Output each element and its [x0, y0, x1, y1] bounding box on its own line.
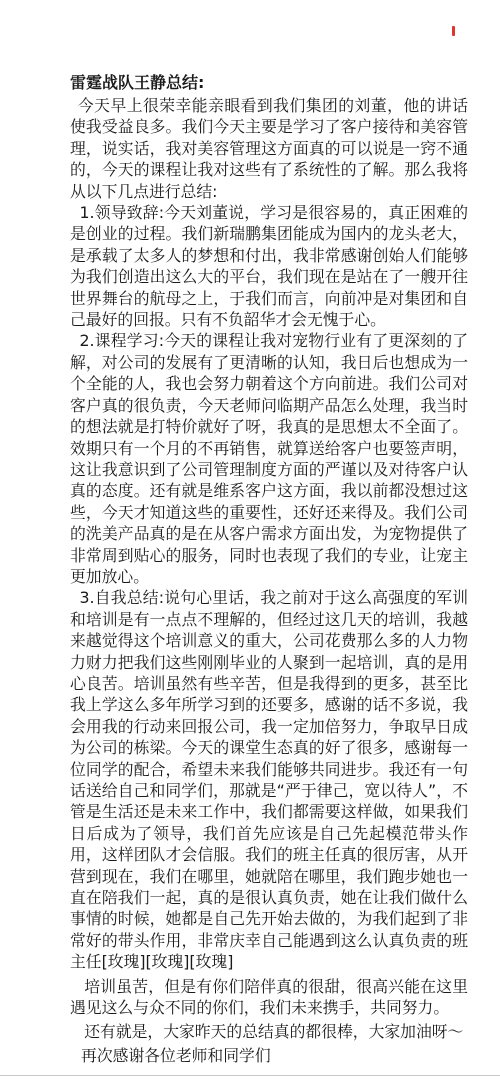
bottom-divider — [0, 1075, 500, 1076]
paragraph-intro: 今天早上很荣幸能亲眼看到我们集团的刘董，他的讲话使我受益良多。我们今天主要是学习了客户接待和美容管理，说实话，我对美容管理这方面真的可以说是一窍不通的，今天的课程让我对这些有了系统性的了解。那么我将从以下几点进行总结: — [70, 96, 468, 201]
paragraph-self-summary: 3.自我总结:说句心里话，我之前对于这么高强度的军训和培训是有一点点不理解的，但经过这几天的培训，我越来越觉得这个培训意义的重大，公司花费那么多的人力物力财力把我们这些刚刚毕业的人聚到一起培训，真的是用心良苦。培训虽然有些辛苦，但是我得到的更多，甚至比我上学这么多年所学习到的还要多，感谢的话不多说，我会用我的行动来回报公司，我一定加倍努力，争取早日成为公司的栋梁。今天的课堂生态真的好了很多，感谢每一位同学的配合，希望未来我们能够共同进步。我还有一句话送给自己和同学们，那就是“严于律己，宽以待人”，不管是生活还是未来工作中，我们都需要这样做，如果我们日后成为了领导，我们首先应该是自己先起模范带头作用，这样团队才会信服。我们的班主任真的很厉害，从开营到现在，我们在哪里，她就陪在哪里，我们跑步她也一直在陪我们一起，真的是很认真负责，她在让我们做什么事情的时候，她都是自己先开始去做的，为我们起到了非常好的带头作用，非常庆幸自己能遇到这么认真负责的班主任[玫瑰][玫瑰][玫瑰] — [70, 588, 468, 972]
document-title: 雷霆战队王静总结: — [70, 73, 205, 92]
paragraph-course-study: 2.课程学习:今天的课程让我对宠物行业有了更深刻的了解，对公司的发展有了更清晰的认知，我日后也想成为一个全能的人，我也会努力朝着这个方向前进。我们公司对客户真的很负责，今天老师问临期产品怎么处理，我当时的想法就是打特价就好了呀，我真的是思想太不全面了。效期只有一个月的不再销售，就算送给客户也要签声明，这让我意识到了公司管理制度方面的严谨以及对待客户认真的态度。还有就是维系客户这方面，我以前都没想过这些，今天才知道这些的重要性，还好还来得及。我们公司的洗美产品真的是在从客户需求方面出发，为宠物提供了非常周到贴心的服务，同时也表现了我们的专业，让宠主更加放心。 — [70, 331, 468, 586]
summary-document — [70, 72, 468, 1066]
paragraph-encouragement: 还有就是，大家昨天的总结真的都很棒，大家加油呀～ — [84, 1022, 464, 1042]
paragraph-training: 培训虽苦，但是有你们陪伴真的很甜，很高兴能在这里遇见这么与众不同的你们，我们未来携手，共同努力。 — [70, 976, 468, 1018]
status-indicator — [452, 26, 455, 36]
paragraph-leadership-speech: 1.领导致辞:今天刘董说，学习是很容易的，真正困难的是创业的过程。我们新瑞鹏集团能成为国内的龙头老大，是承载了太多人的梦想和付出，我非常感谢创始人们能够为我们创造出这么大的平台，我们现在是站在了一艘开往世界舞台的航母之上，于我们而言，向前冲是对集团和自己最好的回报。只有不负韶华才会无愧于心。 — [70, 203, 468, 330]
paragraph-thanks: 再次感谢各位老师和同学们 — [81, 1045, 271, 1065]
